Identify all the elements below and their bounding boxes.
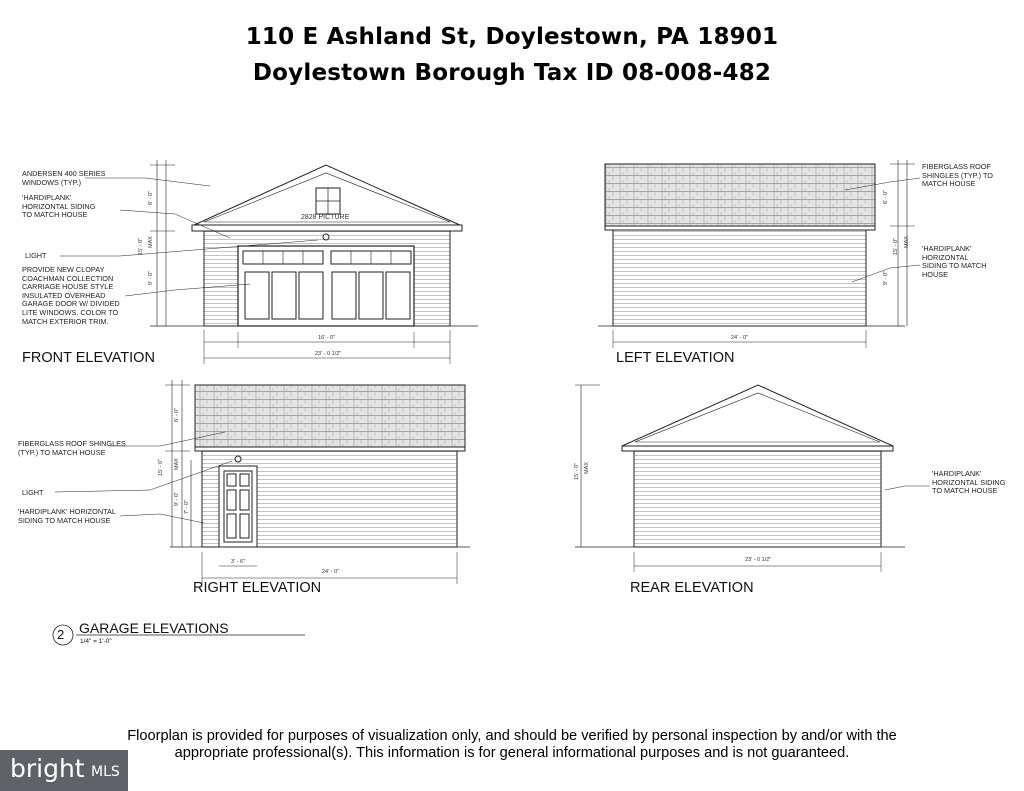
logo-brand: bright — [10, 754, 85, 783]
rear-elevation-title: REAR ELEVATION — [630, 580, 754, 596]
note-right-siding: 'HARDIPLANK' HORIZONTAL SIDING TO MATCH HOUSE — [18, 507, 116, 525]
window-label: 2828 PICTURE — [301, 214, 350, 221]
dim-right-max: MAX — [174, 458, 180, 470]
dim-left-total: 15' - 0" — [893, 237, 899, 255]
right-elevation — [55, 380, 470, 584]
dim-right-wall: 9' - 0" — [174, 491, 180, 506]
dim-right-roof: 6' - 0" — [174, 407, 180, 422]
dim-rear-width: 23' - 0 1/2" — [745, 557, 772, 563]
dim-front-total: 15' - 0" — [138, 237, 144, 255]
dim-left-roof: 6' - 0" — [883, 189, 889, 204]
rear-elevation — [575, 385, 930, 572]
dim-front-overall: 23' - 0 1/2" — [315, 351, 342, 357]
sheet-title: GARAGE ELEVATIONS — [79, 620, 229, 636]
dim-rear-total: 15' - 0" — [574, 462, 580, 480]
dim-right-width: 24' - 0" — [322, 569, 340, 575]
sheet-number: 2 — [57, 627, 65, 642]
note-left-roof: FIBERGLASS ROOF SHINGLES (TYP.) TO MATCH HOUSE — [922, 162, 993, 189]
tax-id-title: Doylestown Borough Tax ID 08-008-482 — [252, 60, 772, 86]
dim-left-wall: 9' - 0" — [883, 270, 889, 285]
dim-right-doorh: 7' - 0" — [184, 499, 190, 514]
note-front-door: PROVIDE NEW CLOPAY COACHMAN COLLECTION CARRIAGE HOUSE STYLE INSULATED OVERHEAD GARAGE DOOR W/ DIVIDED LITE WINDOWS. COLOR TO MATCH EXTERIOR TRIM. — [22, 265, 120, 326]
note-right-light: LIGHT — [22, 488, 44, 497]
dim-front-door: 16' - 0" — [318, 335, 336, 341]
logo-suffix: MLS — [91, 764, 120, 780]
note-rear-siding: 'HARDIPLANK' HORIZONTAL SIDING TO MATCH HOUSE — [932, 469, 1006, 496]
front-elevation — [60, 160, 478, 364]
note-right-roof: FIBERGLASS ROOF SHINGLES (TYP.) TO MATCH HOUSE — [18, 439, 126, 457]
brightmls-logo — [0, 750, 128, 791]
left-elevation — [598, 160, 920, 348]
dim-left-width: 24' - 0" — [731, 335, 749, 341]
sheet-scale: 1/4" = 1'-0" — [80, 638, 112, 645]
address-title: 110 E Ashland St, Doylestown, PA 18901 — [245, 24, 779, 50]
note-front-windows: ANDERSEN 400 SERIES WINDOWS (TYP.) — [22, 169, 106, 187]
dim-front-gable: 6' - 0" — [148, 190, 154, 205]
note-left-siding: 'HARDIPLANK' HORIZONTAL SIDING TO MATCH HOUSE — [922, 244, 987, 279]
front-elevation-title: FRONT ELEVATION — [22, 350, 155, 366]
disclaimer: Floorplan is provided for purposes of visualization only, and should be verified by personal inspection by and/or with the appropriate professional(s). This information is for general informational purposes and is not guaranteed. — [127, 728, 897, 761]
dim-right-total: 15' - 0" — [158, 458, 164, 476]
right-elevation-title: RIGHT ELEVATION — [193, 580, 322, 596]
left-elevation-title: LEFT ELEVATION — [616, 350, 735, 366]
dim-right-door: 3' - 6" — [231, 559, 246, 565]
note-front-light: LIGHT — [25, 251, 47, 260]
note-front-siding: 'HARDIPLANK' HORIZONTAL SIDING TO MATCH HOUSE — [22, 193, 96, 220]
dim-front-wall: 9' - 0" — [148, 270, 154, 285]
dim-rear-max: MAX — [584, 462, 590, 474]
dim-front-max: MAX — [148, 236, 154, 248]
dim-left-max: MAX — [904, 236, 910, 248]
